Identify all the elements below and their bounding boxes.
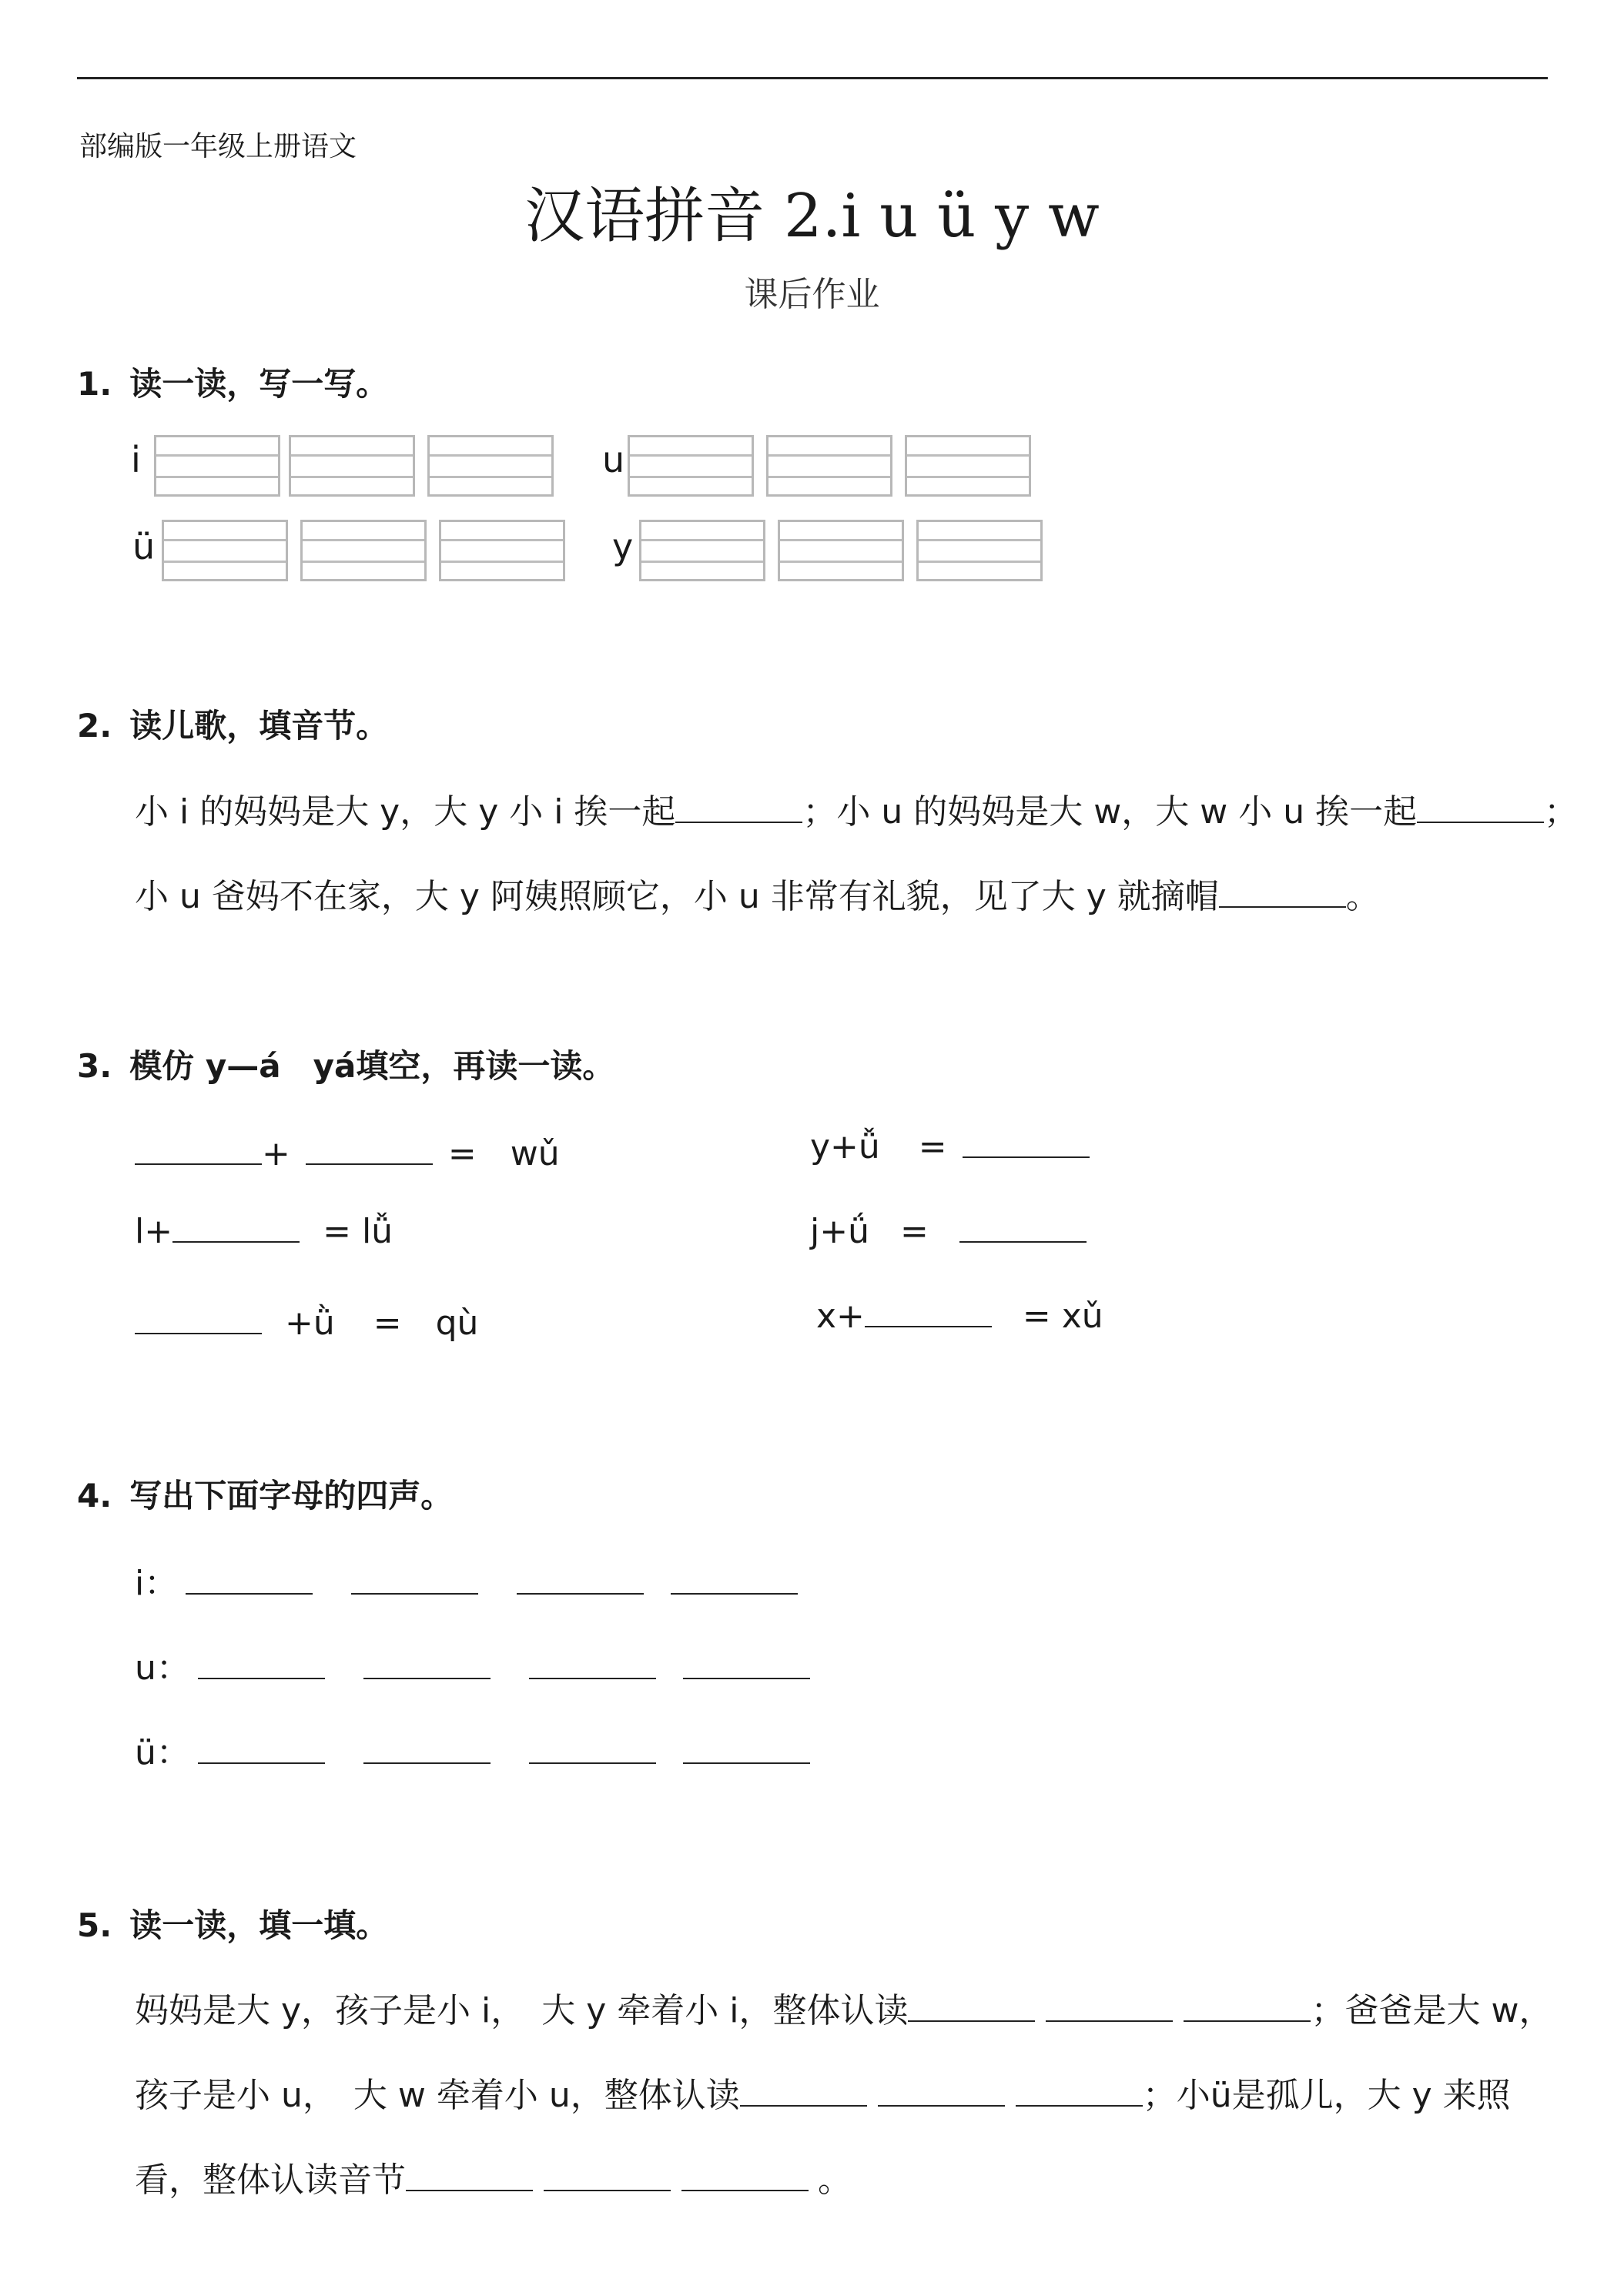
fill-text: 。 [818,2160,852,2200]
rhyme-text: ； [1544,792,1579,832]
answer-blank[interactable] [675,791,802,823]
writing-grid[interactable] [916,520,1043,581]
question-3-heading [77,1041,614,1087]
answer-blank[interactable] [186,1562,313,1595]
writing-grid[interactable] [439,520,565,581]
equation-term: l+ [135,1212,173,1251]
spell-row-2-right [810,1210,1087,1251]
tone-row-i [135,1555,798,1605]
fill-text: 孩子是小 u， 大 w 牵着小 u，整体认读 [135,2076,740,2115]
spell-row-1-right [810,1126,1090,1166]
question-text: 读一读，写一写。 [129,365,389,403]
answer-blank[interactable] [1184,1990,1311,2022]
fill-text: ；爸爸是大 w， [1311,1991,1553,2030]
top-rule [77,77,1548,79]
plus-sign: + [262,1134,290,1173]
answer-blank[interactable] [959,1210,1087,1243]
rhyme-text: 。 [1345,877,1380,916]
spell-row-3-right [816,1295,1103,1336]
answer-blank[interactable] [1219,875,1346,908]
rhyme-line-2 [135,869,1380,918]
writing-grid[interactable] [427,435,554,497]
spell-row-2-left [135,1210,393,1251]
answer-blank[interactable] [908,1990,1035,2022]
header-note: 部编版一年级上册语文 [79,131,357,162]
equation-result: = qù [373,1304,479,1343]
writing-grid[interactable] [905,435,1031,497]
writing-grid[interactable] [154,435,280,497]
question-number: 3. [77,1047,112,1085]
equation-result: = lǚ [323,1212,393,1251]
rhyme-text: ；小 u 的妈妈是大 w，大 w 小 u 挨一起 [802,792,1418,832]
answer-blank[interactable] [1417,791,1544,823]
equals-sign: = [899,1212,929,1251]
question-5-heading [77,1900,388,1946]
answer-blank[interactable] [198,1647,325,1679]
page-subtitle: 课后作业 [744,275,880,314]
answer-blank[interactable] [529,1647,656,1679]
spell-row-3-left [135,1295,478,1344]
question-number: 5. [77,1906,112,1944]
fill-line-3 [135,2152,852,2201]
answer-blank[interactable] [681,2159,809,2191]
question-1-heading [77,359,388,405]
question-text: 写出下面字母的四声。 [129,1477,454,1514]
writing-grid[interactable] [300,520,427,581]
tone-row-u [135,1640,810,1689]
question-number: 4. [77,1477,112,1514]
answer-blank[interactable] [363,1732,491,1764]
letter-u-umlaut: ü [132,526,156,567]
question-2-heading [77,701,388,747]
equation-term: +ǜ [285,1304,335,1343]
answer-blank[interactable] [1046,1990,1173,2022]
answer-blank[interactable] [683,1647,810,1679]
answer-blank[interactable] [865,1295,992,1327]
writing-grid[interactable] [766,435,892,497]
fill-text: 妈妈是大 y，孩子是小 i， 大 y 牵着小 i，整体认读 [135,1991,909,2030]
writing-grid[interactable] [628,435,754,497]
writing-grid[interactable] [639,520,765,581]
equals-sign: = [918,1127,947,1166]
answer-blank[interactable] [517,1562,644,1595]
question-text: 读儿歌，填音节。 [129,707,389,745]
letter-y: y [612,526,634,567]
answer-blank[interactable] [351,1562,478,1595]
answer-blank[interactable] [172,1210,300,1243]
answer-blank[interactable] [406,2159,533,2191]
question-text: 读一读，填一填。 [129,1906,389,1944]
writing-grid[interactable] [289,435,415,497]
rhyme-text: 小 u 爸妈不在家，大 y 阿姨照顾它，小 u 非常有礼貌，见了大 y 就摘帽 [135,877,1219,916]
answer-blank[interactable] [135,1302,262,1334]
answer-blank[interactable] [878,2074,1005,2107]
tone-row-u-umlaut [135,1725,810,1774]
answer-blank[interactable] [671,1562,798,1595]
rhyme-line-1 [135,784,1578,833]
fill-line-1 [135,1983,1552,2032]
spell-row-1-left [135,1126,560,1175]
question-number: 2. [77,707,112,745]
equation-term: x+ [816,1297,865,1336]
question-text: 模仿 y—á yá填空，再读一读。 [129,1047,615,1085]
answer-blank[interactable] [306,1133,433,1165]
fill-text: ；小ü是孤儿，大 y 来照 [1142,2076,1511,2115]
fill-text: 看，整体认读音节 [135,2160,406,2200]
writing-grid[interactable] [778,520,904,581]
answer-blank[interactable] [963,1126,1090,1158]
equation-term: j+ǘ [810,1212,869,1251]
answer-blank[interactable] [1016,2074,1143,2107]
equation-result: = xǔ [1022,1297,1103,1336]
answer-blank[interactable] [363,1647,491,1679]
answer-blank[interactable] [529,1732,656,1764]
answer-blank[interactable] [135,1133,262,1165]
equation-term: y+ǚ [810,1127,880,1166]
tone-label: u： [135,1648,190,1688]
answer-blank[interactable] [740,2074,867,2107]
rhyme-text: 小 i 的妈妈是大 y，大 y 小 i 挨一起 [135,792,676,832]
fill-line-2 [135,2067,1511,2117]
letter-u: u [602,439,625,480]
answer-blank[interactable] [683,1732,810,1764]
writing-grid[interactable] [162,520,288,581]
tone-label: i： [135,1564,179,1603]
answer-blank[interactable] [544,2159,671,2191]
equation-result: = wǔ [447,1134,560,1173]
question-number: 1. [77,365,112,403]
page-title: 汉语拼音 2.i u ü y w [524,182,1100,251]
tone-label: ü： [135,1733,190,1772]
answer-blank[interactable] [198,1732,325,1764]
question-4-heading [77,1471,453,1517]
letter-i: i [131,439,141,480]
